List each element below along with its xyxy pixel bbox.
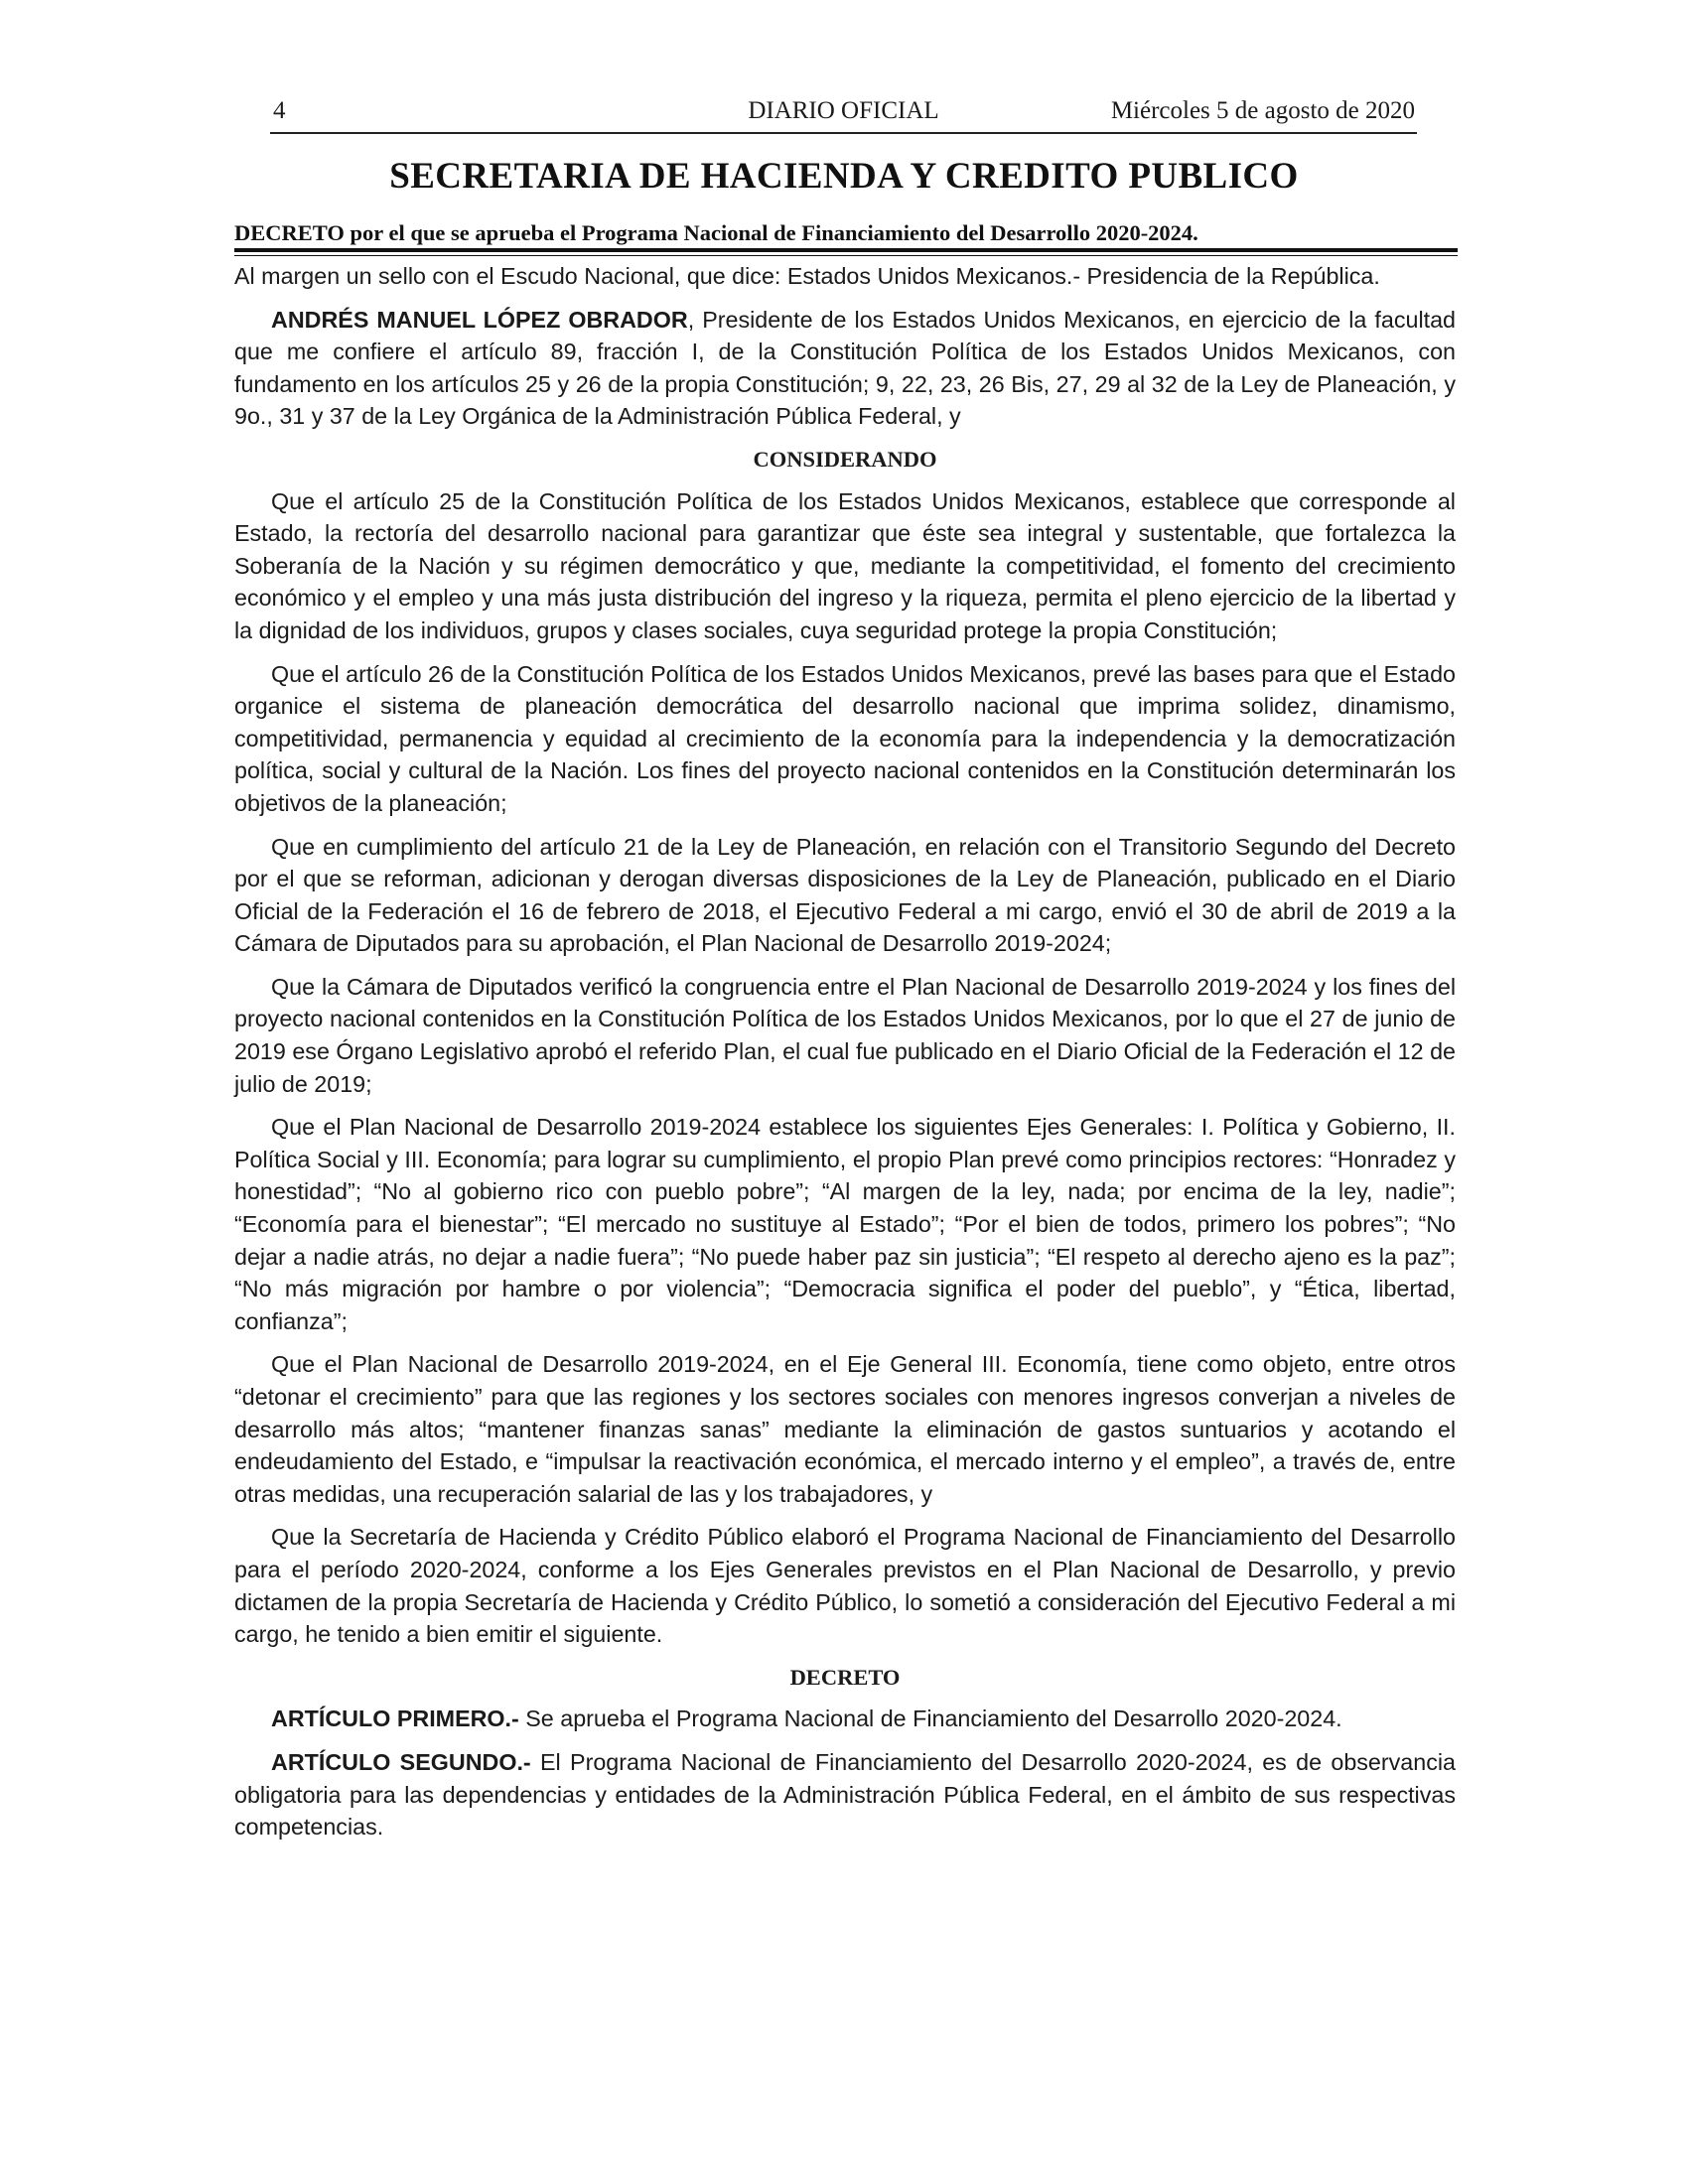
considerando-heading: CONSIDERANDO <box>753 446 937 472</box>
articulo-text: Se aprueba el Programa Nacional de Financiamiento del Desarrollo 2020-2024. <box>518 1706 1342 1732</box>
running-header <box>270 97 1417 133</box>
intro-text: , Presidente de los Estados Unidos Mexicanos, en ejercicio de la facultad que me confiere el artículo 89, fracción I, de la Constitución Política de los Estados Unidos Mexicanos, con fundamento en los artículos 25 y 26 de la propia Constitución; 9, 22, 23, 26 Bis, 27, 29 al 32 de la Ley de Planeación, y 9o., 31 y 37 de la Ley Orgánica de la Administración Pública Federal, y <box>234 306 1457 430</box>
considerando-paragraph: Que en cumplimiento del artículo 21 de la Ley de Planeación, en relación con el Transitorio Segundo del Decreto por el que se reforman, adicionan y derogan diversas disposiciones de la Ley de Planeación, publicado en el Diario Oficial de la Federación el 16 de febrero de 2018, el Ejecutivo Federal a mi cargo, envió el 30 de abril de 2019 a la Cámara de Diputados para su aprobación, el Plan Nacional de Desarrollo 2019-2024; <box>234 833 1456 957</box>
title-rule-thick <box>234 248 1458 252</box>
document-body <box>234 260 1456 1854</box>
decreto-heading: DECRETO <box>789 1664 901 1690</box>
considerando-paragraph: Que el Plan Nacional de Desarrollo 2019-2024 establece los siguientes Ejes Generales: I. Política y Gobierno, II. Política Social y III. Economía; para lograr su cumplimiento, el propio Plan prevé como principios rectores: “Honradez y honestidad”; “No al gobierno rico con pueblo pobre”; “Al margen de la ley, nada; por encima de la ley, nadie”; “Economía para el bienestar”; “El mercado no sustituye al Estado”; “Por el bien de todos, primero los pobres”; “No dejar a nadie atrás, no dejar a nadie fuera”; “No puede haber paz sin justicia”; “El respeto al derecho ajeno es la paz”; “No más migración por hambre o por violencia”; “Democracia significa el poder del pueblo”, y “Ética, libertad, confianza”; <box>234 1114 1456 1334</box>
title-rule-thin <box>234 255 1458 256</box>
considerando-paragraph: Que la Secretaría de Hacienda y Crédito Público elaboró el Programa Nacional de Financiamiento del Desarrollo para el período 2020-2024, conforme a los Ejes Generales previstos en el Plan Nacional de Desarrollo, y previo dictamen de la propia Secretaría de Hacienda y Crédito Público, lo sometió a consideración del Ejecutivo Federal a mi cargo, he tenido a bien emitir el siguiente. <box>234 1524 1456 1648</box>
considerando-paragraph: Que la Cámara de Diputados verificó la congruencia entre el Plan Nacional de Desarrollo 2019-2024 y los fines del proyecto nacional contenidos en la Constitución Política de los Estados Unidos Mexicanos, por lo que el 27 de junio de 2019 ese Órgano Legislativo aprobó el referido Plan, el cual fue publicado en el Diario Oficial de la Federación el 12 de julio de 2019; <box>234 973 1456 1097</box>
publication-name: DIARIO OFICIAL <box>748 97 939 124</box>
considerando-paragraph: Que el Plan Nacional de Desarrollo 2019-2024, en el Eje General III. Economía, tiene como objeto, entre otros “detonar el crecimiento” para que las regiones y los sectores sociales con menores ingresos converjan a niveles de desarrollo más altos; “mantener finanzas sanas” mediante la eliminación de gastos suntuarios y acotando el endeudamiento del Estado, e “impulsar la reactivación económica, el mercado interno y el empleo”, a través de, entre otras medidas, una recuperación salarial de las y los trabajadores, y <box>234 1351 1456 1507</box>
articulo-primero <box>234 1703 1456 1735</box>
decree-title: DECRETO por el que se aprueba el Programa Nacional de Financiamiento del Desarrollo 2020-2024. <box>234 220 1198 245</box>
articulo-text: El Programa Nacional de Financiamiento del Desarrollo 2020-2024, es de observancia obligatoria para las dependencias y entidades de la Administración Pública Federal, en el ámbito de sus respectivas competencias. <box>234 1748 1456 1841</box>
president-name: ANDRÉS MANUEL LÓPEZ OBRADOR <box>271 306 688 333</box>
articulo-label: ARTÍCULO SEGUNDO.- <box>271 1748 531 1775</box>
considerando-paragraph: Que el artículo 25 de la Constitución Política de los Estados Unidos Mexicanos, establece que corresponde al Estado, la rectoría del desarrollo nacional para garantizar que éste sea integral y sustentable, que fortalezca la Soberanía de la Nación y su régimen democrático y que, mediante la competitividad, el fomento del crecimiento económico y el empleo y una más justa distribución del ingreso y la riqueza, permita el pleno ejercicio de la libertad y la dignidad de los individuos, grupos y clases sociales, cuya seguridad protege la propia Constitución; <box>234 487 1456 643</box>
considerando-paragraph: Que el artículo 26 de la Constitución Política de los Estados Unidos Mexicanos, prevé las bases para que el Estado organice el sistema de planeación democrática del desarrollo nacional que imprima solidez, dinamismo, competitividad, permanencia y equidad al crecimiento de la economía para la independencia y la democratización política, social y cultural de la Nación. Los fines del proyecto nacional contenidos en la Constitución determinarán los objetivos de la planeación; <box>234 660 1456 816</box>
articulo-segundo <box>234 1746 1456 1843</box>
publication-date: Miércoles 5 de agosto de 2020 <box>1110 97 1415 124</box>
page-number: 4 <box>273 97 286 124</box>
header-rule <box>270 132 1417 134</box>
secretaria-heading: SECRETARIA DE HACIENDA Y CREDITO PUBLICO <box>389 156 1299 197</box>
seal-note: Al margen un sello con el Escudo Nacional, que dice: Estados Unidos Mexicanos.- Presidencia de la República. <box>234 263 1380 289</box>
articulo-label: ARTÍCULO PRIMERO.- <box>271 1706 519 1732</box>
intro-paragraph <box>234 304 1456 433</box>
